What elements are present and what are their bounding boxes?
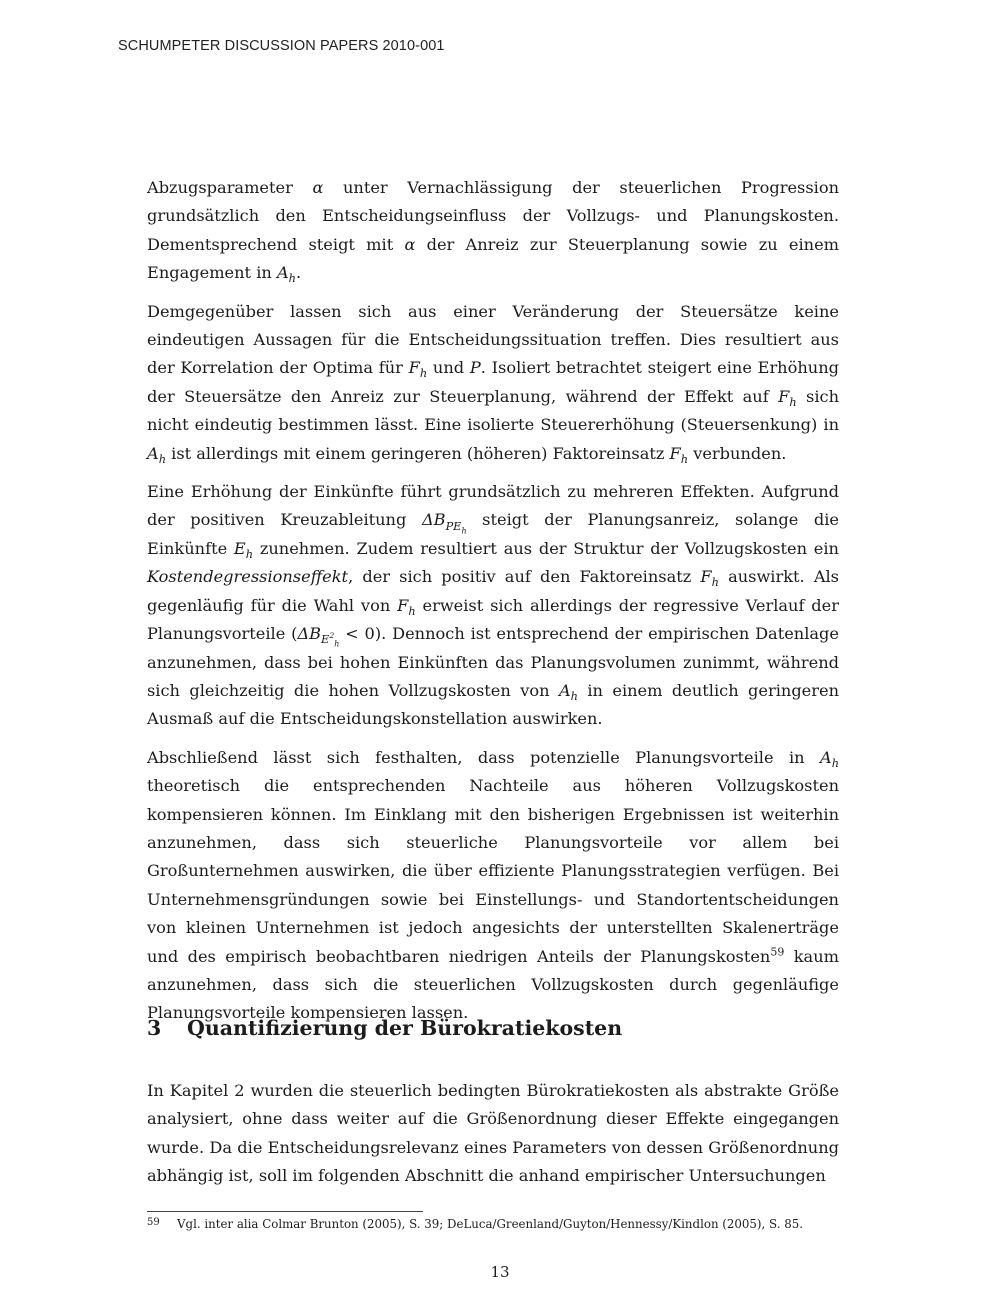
math-symbol: $F_h$ <box>669 443 689 466</box>
paragraph: Abschließend lässt sich festhalten, dass potenzielle Planungsvorteile in $A_h$ theoretisch die entsprechenden Nachteile aus höheren Vollzugskosten kompensieren können. Im Einklang mit den bisherigen Ergebnissen ist weiterhin anzunehmen, dass sich steuerliche Planungsvorteile vor allem bei Großunternehmen auswirken, die über effiziente Planungsstrategien verfügen. Bei Unternehmensgründungen sowie bei Einstellungs- und Standortentscheidungen von kleinen Unternehmen ist jedoch angesichts der unterstellten Skalenerträge und des empirisch beobachtbaren niedrigen Anteils der Planungskosten$^{59}$ kaum anzunehmen, dass sich die steuerlichen Vollzugskosten durch gegenläufige Planungsvorteile kompensieren lassen. <box>147 747 839 1023</box>
math-symbol: $A_h$ <box>147 443 166 466</box>
section-title: Quantifizierung der Bürokratiekosten <box>187 1016 623 1040</box>
math-symbol: $A_h$ <box>558 680 578 704</box>
emphasis: Kostendegressionseffekt <box>147 567 349 587</box>
footnote <box>147 1214 847 1233</box>
footnote-text: Vgl. inter alia Colmar Brunton (2005), S. 39; DeLuca/Greenland/Guyton/Hennessy/Kindlon (2005), S. 85. <box>177 1217 803 1231</box>
paragraph: Eine Erhöhung der Einkünfte führt grundsätzlich zu mehreren Effekten. Aufgrund der positiven Kreuzableitung $\Delta B_{PE_h}$ steigt der Planungsanreiz, solange die Einkünfte $E_h$ zunehmen. Zudem resultiert aus der Struktur der Vollzugskosten ein Kostendegressionseffekt, der sich positiv auf den Faktoreinsatz $F_h$ auswirkt. Als gegenläufig für die Wahl von $F_h$ erweist sich allerdings der regressive Verlauf der Planungsvorteile $(\Delta B_{E^2_h} < 0)$. Dennoch ist entsprechend der empirischen Datenlage anzunehmen, dass bei hohen Einkünften das Planungsvolumen zunimmt, während sich gleichzeitig die hohen Vollzugskosten von $A_h$ in einem deutlich geringeren Ausmaß auf die Entscheidungskonstellation auswirken. <box>147 482 840 729</box>
section-intro-paragraph: In Kapitel 2 wurden die steuerlich bedingten Bürokratiekosten als abstrakte Größe analysiert, ohne dass weiter auf die Größenordnung dieser Effekte eingegangen wurde. Da die Entscheidungsrelevanz eines Parameters von dessen Größenordnung abhängig ist, soll im folgenden Abschnitt die anhand empirischer Untersuchungen <box>147 1081 839 1186</box>
paragraph: Abzugsparameter α unter Vernachlässigung der steuerlichen Progression grundsätzlich den Entscheidungseinfluss der Vollzugs- und Planungskosten. Dementsprechend steigt mit α der Anreiz zur Steuerplanung sowie zu einem Engagement in $A_h$. <box>147 178 839 286</box>
math-symbol: $F_h$ <box>397 595 416 618</box>
math-symbol: $F_h$ <box>700 567 719 590</box>
math-symbol: $\Delta B_{E^2_h}$ <box>297 624 340 649</box>
math-symbol: P <box>469 358 481 378</box>
math-symbol: α <box>404 234 416 254</box>
page-number: 13 <box>490 1263 510 1281</box>
body-text <box>147 174 839 1038</box>
math-symbol: α <box>312 178 324 197</box>
math-symbol: $A_h$ <box>276 263 296 286</box>
footnote-reference: 59 <box>770 945 785 959</box>
math-symbol: $F_h$ <box>408 358 428 381</box>
footnote-mark: 59 <box>147 1217 160 1228</box>
running-head: SCHUMPETER DISCUSSION PAPERS 2010-001 <box>118 38 445 54</box>
math-symbol: $E_h$ <box>233 538 254 562</box>
math-symbol: $A_h$ <box>820 747 839 770</box>
section-number: 3 <box>147 1016 162 1040</box>
paragraph: Demgegenüber lassen sich aus einer Veränderung der Steuersätze keine eindeutigen Aussagen für die Entscheidungssituation treffen. Dies resultiert aus der Korrelation der Optima für $F_h$ und P. Isoliert betrachtet steigert eine Erhöhung der Steuersätze den Anreiz zur Steuerplanung, während der Effekt auf $F_h$ sich nicht eindeutig bestimmen lässt. Eine isolierte Steuererhöhung (Steuersenkung) in $A_h$ ist allerdings mit einem geringeren (höheren) Faktoreinsatz $F_h$ verbunden. <box>147 301 840 466</box>
section-heading <box>147 1016 622 1040</box>
math-symbol: $\Delta B_{PE_h}$ <box>421 510 467 535</box>
math-symbol: $F_h$ <box>778 386 797 410</box>
section-body <box>147 1077 839 1201</box>
footnote-rule <box>147 1211 423 1212</box>
